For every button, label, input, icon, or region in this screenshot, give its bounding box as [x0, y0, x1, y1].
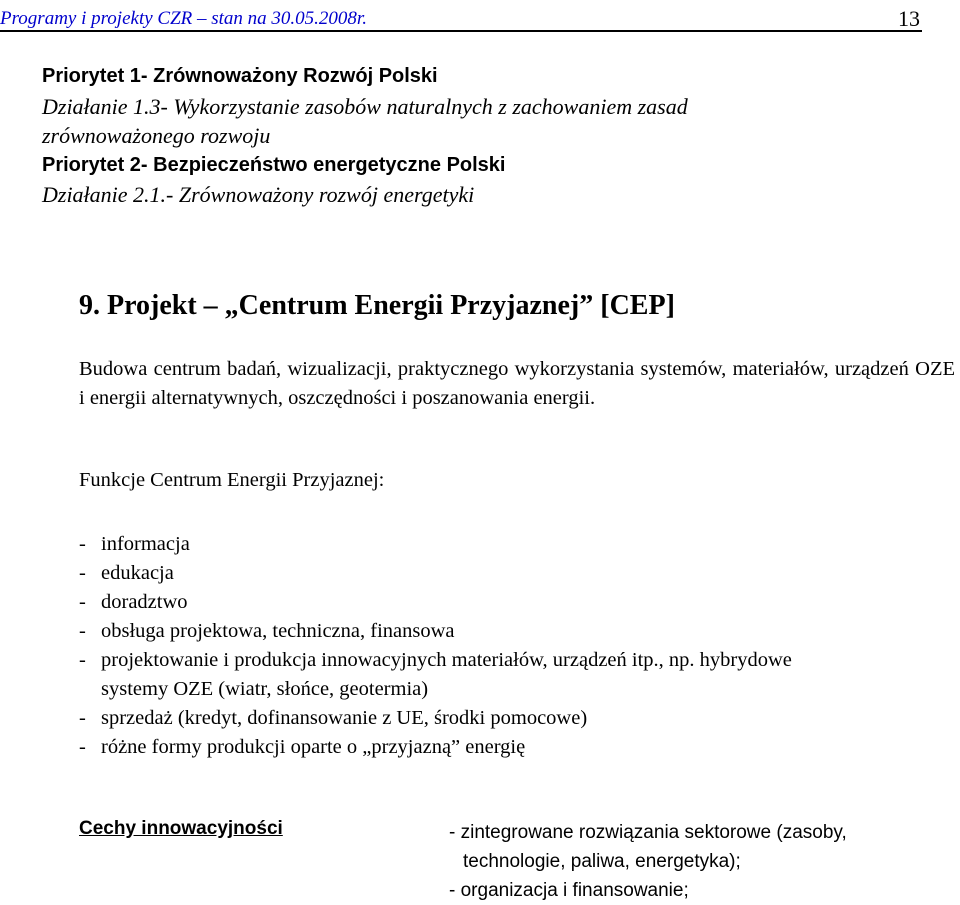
priority-1: Priorytet 1- Zrównoważony Rozwój Polski: [42, 65, 438, 87]
action-2-1: Działanie 2.1.- Zrównoważony rozwój energetyki: [42, 182, 475, 207]
list-dash: -: [79, 649, 86, 671]
list-item: - różne formy produkcji oparte o „przyjazną” energię: [79, 733, 959, 762]
page-number: 13: [898, 6, 920, 31]
list-item: - sprzedaż (kredyt, dofinansowanie z UE, środki pomocowe): [79, 704, 959, 733]
list-item: - projektowanie i produkcja innowacyjnych materiałów, urządzeń itp., np. hybrydowe: [79, 646, 959, 675]
list-item: - zintegrowane rozwiązania sektorowe (zasoby,: [449, 822, 847, 843]
innovation-label: Cechy innowacyjności: [79, 818, 283, 839]
action-1-3-line-2: zrównoważonego rozwoju: [42, 123, 271, 148]
list-item: - doradztwo: [79, 588, 959, 617]
priority-2: Priorytet 2- Bezpieczeństwo energetyczne Polski: [42, 153, 506, 176]
list-dash: -: [79, 736, 86, 758]
project-description: Budowa centrum badań, wizualizacji, praktycznego wykorzystania systemów, materiałów, urządzeń OZE i energii alternatywnych, oszczędności i poszanowania energii.: [79, 358, 955, 409]
list-item: - obsługa projektowa, techniczna, finansowa: [79, 617, 959, 646]
list-item: - informacja: [79, 530, 959, 559]
list-dash: -: [79, 707, 86, 729]
functions-heading: Funkcje Centrum Energii Przyjaznej:: [79, 469, 385, 491]
project-title: 9. Projekt – „Centrum Energii Przyjaznej” [CEP]: [79, 290, 675, 321]
list-dash: -: [79, 591, 86, 613]
priority-block: [42, 62, 842, 210]
functions-list: [79, 530, 959, 762]
list-dash: -: [79, 562, 86, 584]
action-1-3-line-1: Działanie 1.3- Wykorzystanie zasobów naturalnych z zachowaniem zasad: [42, 93, 688, 119]
list-item: - organizacja i finansowanie;: [449, 880, 689, 901]
innovation-list: [449, 818, 949, 905]
list-dash: -: [79, 533, 86, 555]
list-item: - edukacja: [79, 559, 959, 588]
list-item-continuation: systemy OZE (wiatr, słońce, geotermia): [101, 678, 429, 700]
page-header: [0, 4, 922, 32]
list-dash: -: [79, 620, 86, 642]
list-item: technologie, paliwa, energetyka);: [463, 851, 741, 872]
document-title: Programy i projekty CZR – stan na 30.05.2008r.: [0, 8, 367, 29]
